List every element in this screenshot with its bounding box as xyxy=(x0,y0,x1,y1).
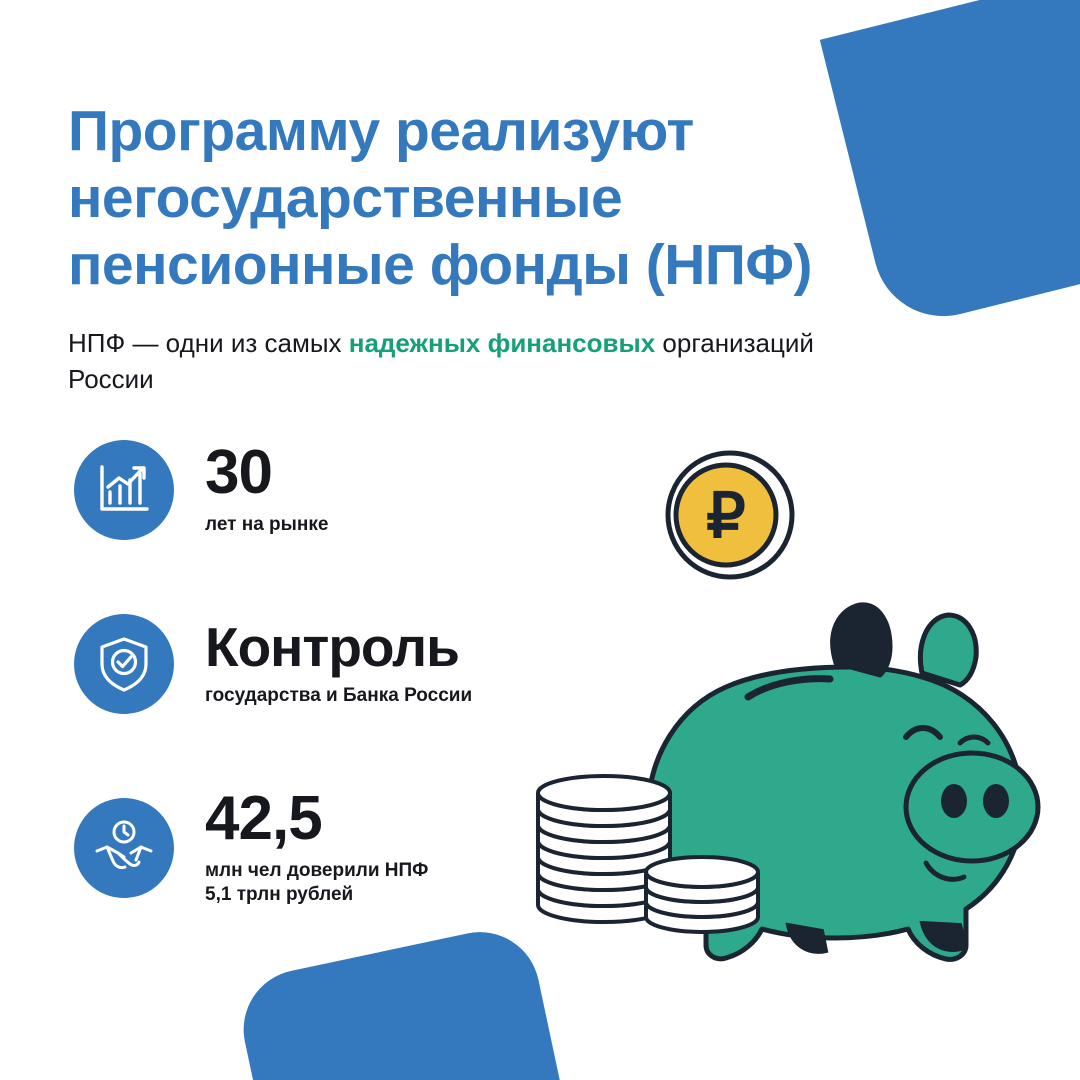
decorative-corner-bottom-left xyxy=(232,921,567,1080)
stat-caption xyxy=(205,513,328,537)
ruble-coin-icon xyxy=(668,453,792,577)
stat-caption xyxy=(205,859,428,908)
stat-value: 42,5 xyxy=(205,784,322,853)
growth-chart-icon xyxy=(74,440,174,540)
coin-stack-short xyxy=(646,857,758,932)
piggy-bank-illustration xyxy=(530,425,1050,965)
list-item xyxy=(74,784,594,908)
stat-value: Контроль xyxy=(205,615,459,678)
page-title: Программу реализуют негосударственные пенсионные фонды (НПФ) xyxy=(68,99,812,297)
stat-text xyxy=(205,784,429,908)
stats-list xyxy=(74,440,594,908)
stat-caption xyxy=(205,684,472,708)
stat-caption-line-1: млн чел доверили НПФ xyxy=(205,860,429,881)
shield-check-icon xyxy=(74,614,174,714)
stat-caption-line-1: лет на рынке xyxy=(205,514,329,536)
stat-caption-line-2: 5,1 трлн рублей xyxy=(205,884,354,906)
stat-value: 30 xyxy=(205,438,272,508)
stat-text xyxy=(205,615,473,708)
subtitle-part-1: НПФ — одни из самых xyxy=(68,328,349,358)
coin-symbol: ₽ xyxy=(706,482,746,551)
list-item xyxy=(74,440,594,540)
stat-text xyxy=(205,438,329,537)
subtitle xyxy=(68,326,848,398)
handshake-clock-icon xyxy=(74,798,174,898)
stat-caption-line-1: государства и Банка России xyxy=(205,684,473,706)
subtitle-accent: надежных финансовых xyxy=(348,328,656,358)
list-item xyxy=(74,614,594,714)
subtitle-part-2: организаций России xyxy=(68,328,814,394)
